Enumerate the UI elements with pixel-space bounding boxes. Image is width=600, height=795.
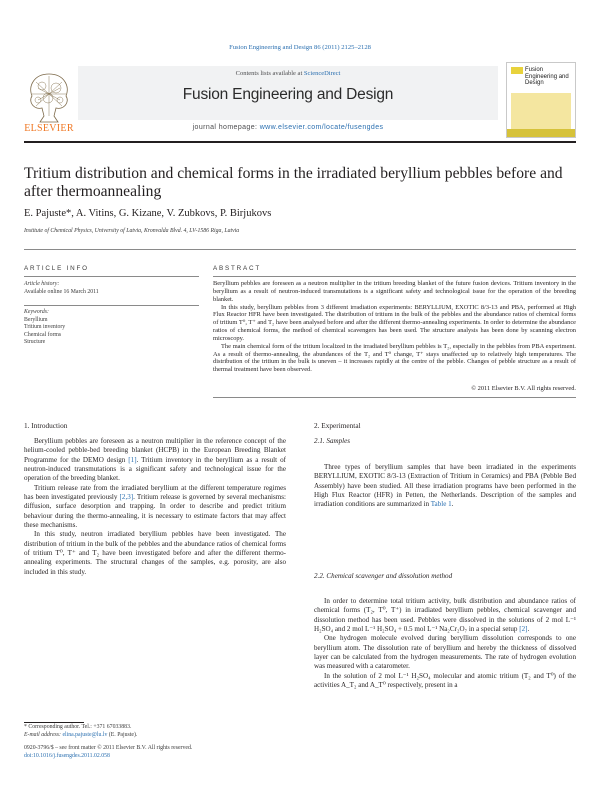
text-run: . Tritium release is governed by several mechanisms: diffusion, surface desorption and trapping. In order to describe and predict tritium behaviour during the thermo-annealing, it is necessary to estimate factors that may affect these mechanisms. xyxy=(24,493,287,530)
doi-link[interactable]: doi:10.1016/j.fusengdes.2011.02.058 xyxy=(24,752,110,759)
keyword: Structure xyxy=(24,339,46,345)
abstract-bottom-rule xyxy=(213,397,576,398)
issn-line: 0920-3796/$ – see front matter © 2011 Elsevier B.V. All rights reserved. xyxy=(24,745,193,751)
keywords-label: Keywords: xyxy=(24,309,49,315)
cover-title: Fusion Engineering and Design xyxy=(525,67,569,86)
abstract-heading: ABSTRACT xyxy=(213,265,261,272)
email-link[interactable]: elina.pajuste@lu.lv xyxy=(62,731,108,738)
corresponding-author: * Corresponding author. Tel.: +371 67033883. xyxy=(24,724,132,730)
footnote xyxy=(24,724,294,739)
journal-title: Fusion Engineering and Design xyxy=(182,86,394,103)
publication-info xyxy=(24,745,294,760)
text-run: In order to determine total tritium activity, bulk distribution and abundance ratios of chemical forms (T₂, T⁰, T⁺) in irradiated beryllium pebbles, chemical scavenger and dissolution method has been used. Pebbles were dissolved in the solutions of 2 mol L⁻¹ H₂SO₄ and 2 mol L⁻¹ H₂SO₄ + 0.5 mol L⁻¹ Na₂Cr₂O₇ in a special setup xyxy=(314,597,576,634)
article-info-rule xyxy=(24,276,199,277)
article-history xyxy=(24,281,199,296)
keyword: Chemical forms xyxy=(24,331,62,338)
chemical-scavenger-heading: 2.2. Chemical scavenger and dissolution method xyxy=(314,572,453,580)
sciencedirect-link[interactable]: ScienceDirect xyxy=(303,70,341,77)
introduction-text xyxy=(24,437,286,577)
contents-available xyxy=(78,70,498,77)
author-list[interactable]: E. Pajuste*, A. Vitins, G. Kizane, V. Zubkovs, P. Birjukovs xyxy=(24,208,272,219)
table-link[interactable]: Table 1 xyxy=(430,500,452,509)
tree-icon xyxy=(24,66,74,124)
footnote-rule xyxy=(24,722,84,723)
text-run: Tritium release rate from the irradiated beryllium at the different temperature regimes has been investigated previously xyxy=(24,483,286,502)
contents-prefix: Contents lists available at xyxy=(235,70,304,77)
text-run: . Tritium inventory in the beryllium as a result of neutron-induced transmutations is a significant safety and technological issue for the operation of the breeding blanket. xyxy=(24,455,286,483)
text-run: Three types of beryllium samples that have been irradiated in the experiments BERYLLIUM, EXOTIC 8/3-13 (Extraction of Tritium in Ceramics) and PBA (Pebble Bed Assembly) have been studied. All these irradiation programs have been performed in the High Flux Reactor (HFR) in Petten, the Netherlands. Description of the samples and irradiation conditions are summarized in xyxy=(314,463,576,509)
chem-paragraph xyxy=(314,597,576,634)
article-info-heading: ARTICLE INFO xyxy=(24,265,89,272)
experimental-heading: 2. Experimental xyxy=(314,421,361,430)
homepage-url-link[interactable]: www.elsevier.com/locate/fusengdes xyxy=(259,124,384,131)
samples-paragraph xyxy=(314,463,576,510)
introduction-heading: 1. Introduction xyxy=(24,421,68,430)
title-divider xyxy=(24,249,576,250)
article-title: Tritium distribution and chemical forms in the irradiated beryllium pebbles before and after thermoannealing xyxy=(24,165,563,200)
reference-link[interactable]: [1] xyxy=(128,455,137,464)
samples-text xyxy=(314,463,576,510)
elsevier-tree-logo xyxy=(24,66,74,128)
abstract-paragraph: The main chemical form of the tritium localized in the irradiated beryllium pebbles is T₂, especially in the pebbles from PBA experiment. As a result of thermo-annealing, the abundances of the T₂ and T⁰ change, T⁺ stays unaffected up to relatively high temperatures. The distribution of the tritium in the bulk is uneven – it increases rapidly at the centre of the pebble. Changes of pebble structure as a result of thermal treatment have been observed. xyxy=(213,342,576,374)
samples-heading: 2.1. Samples xyxy=(314,437,351,445)
journal-homepage xyxy=(78,124,498,131)
reference-link[interactable]: [2] xyxy=(519,625,528,634)
keyword: Beryllium xyxy=(24,316,48,323)
text-run: . xyxy=(451,500,454,509)
intro-paragraph xyxy=(24,484,286,531)
cover-color-block xyxy=(511,67,523,74)
journal-cover-thumbnail[interactable] xyxy=(506,62,576,138)
intro-paragraph xyxy=(24,437,286,484)
intro-paragraph: In this study, neutron irradiated beryllium pebbles have been investigated. The distribution of tritium in the bulk of the pebbles and the abundance ratios of chemical forms of tritium T⁰, T⁺ and T₂ have been investigated before and after the different thermo-annealing experiments. The structural changes of the samples, e.g. porosity, are also included in this study. xyxy=(24,530,286,576)
keywords-block xyxy=(24,309,199,347)
text-run: . xyxy=(527,625,530,634)
text-run: Beryllium pebbles are foreseen as a neutron multiplier in the reference concept of the helium-cooled pebble-bed breeding blanket (HCPB) in the European Breeding Blanket Programme for the DEMO design xyxy=(24,437,286,464)
reference-link[interactable]: [2,3] xyxy=(119,493,134,502)
abstract-text xyxy=(213,280,576,374)
chem-paragraph: In the solution of 2 mol L⁻¹ H₂SO₄ molecular and atomic tritium (T₂ and T⁰) of the activities A_T₂ and A_T⁰ respectively, present in a xyxy=(314,671,576,690)
article-info-rule-2 xyxy=(24,305,199,306)
keyword: Tritium inventory xyxy=(24,324,66,330)
homepage-label: journal homepage: xyxy=(192,124,260,131)
chem-paragraph: One hydrogen molecule evolved during beryllium dissolution corresponds to one beryllium atom. The dissolution rate of beryllium and hereby the thickness of dissolved layer can be calculated from the hydrogen measurements. The rate of hydrogen evolution was measured with a catarometer. xyxy=(314,634,576,671)
abstract-copyright: © 2011 Elsevier B.V. All rights reserved. xyxy=(471,385,576,392)
history-label: Article history: xyxy=(24,281,60,287)
header-divider xyxy=(24,141,576,143)
email-label: E-mail address: xyxy=(24,731,63,738)
abstract-paragraph: In this study, beryllium pebbles from 3 different irradiation experiments: BERYLLIUM, EXOTIC 8/3-13 and PBA, performed at High Flux Reactor HFR have been investigated. The distribution of tritium in the bulk of the pebbles and the abundance ratios of chemical forms of tritium T⁰, T⁺ and T₂ have been analysed before and after the different thermo-annealing experiments. In order to determine the abundance ratios of chemical forms, the method of chemical scavengers has been used. The structure analysis has been done by scanning electron microscopy. xyxy=(213,303,576,342)
abstract-paragraph: Beryllium pebbles are foreseen as a neutron multiplier in the tritium breeding blanket of the future fusion devices. Tritium inventory in the beryllium as a result of neutron-induced transmutations is a significant safety and technological issue for the operation of the breeding blanket. xyxy=(213,280,576,303)
email-suffix: (E. Pajuste). xyxy=(107,731,138,738)
author-affiliation: Institute of Chemical Physics, University of Latvia, Kronvalda Blvd. 4, LV-1586 Riga, Latvia xyxy=(24,228,240,234)
abstract-rule xyxy=(213,276,576,277)
history-value: Available online 16 March 2011 xyxy=(24,288,99,295)
cover-image xyxy=(511,93,571,129)
email-line xyxy=(24,732,294,740)
publisher-wordmark: ELSEVIER xyxy=(24,123,74,134)
cover-footer-bar xyxy=(507,129,575,137)
journal-citation[interactable]: Fusion Engineering and Design 86 (2011) 2125–2128 xyxy=(229,44,371,51)
chemical-scavenger-text xyxy=(314,597,576,690)
